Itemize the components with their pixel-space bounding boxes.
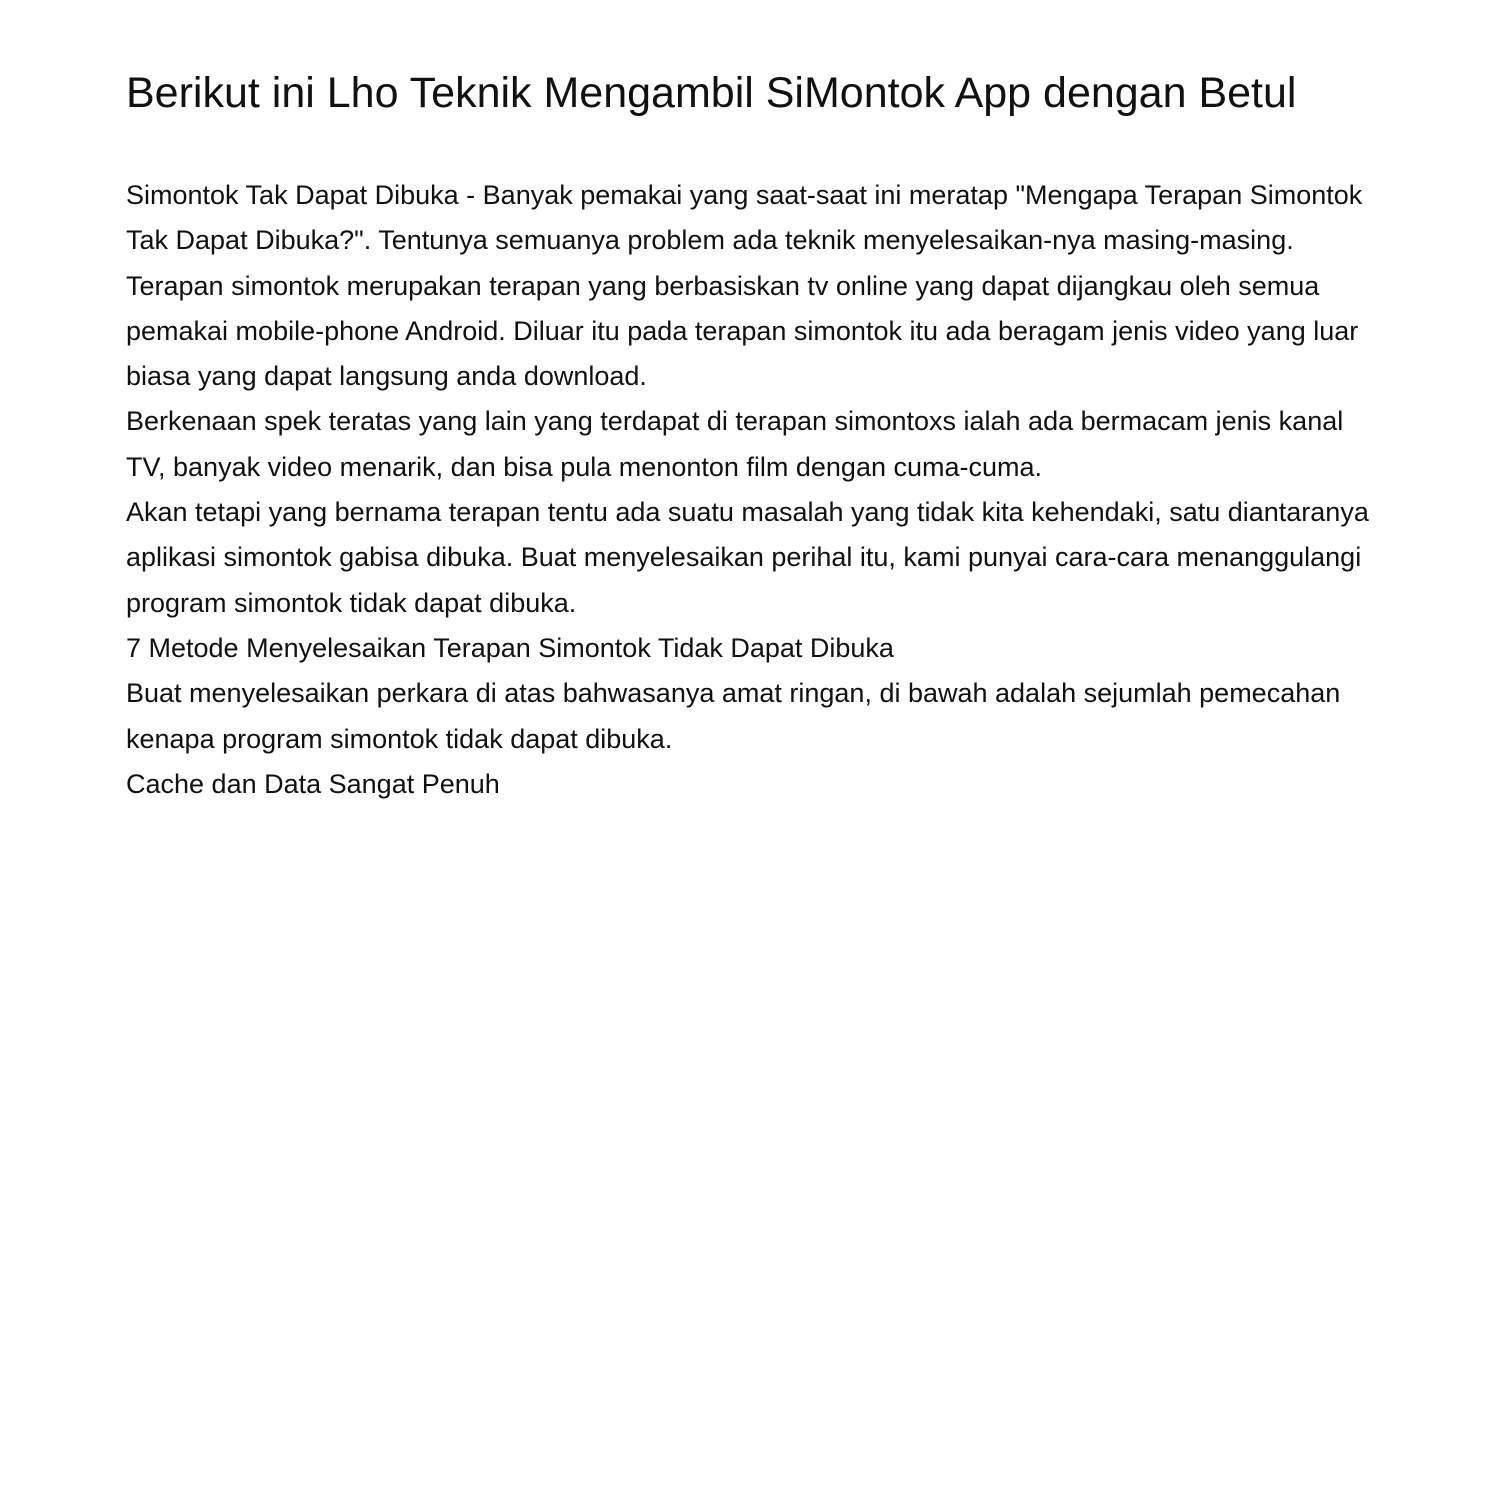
- paragraph-about-app: Terapan simontok merupakan terapan yang berbasiskan tv online yang dapat dijangkau oleh semua pemakai mobile-phone Android. Diluar itu pada terapan simontok itu ada beragam jenis video yang luar biasa yang dapat langsung anda download.: [126, 270, 1359, 392]
- document-page: [126, 66, 1376, 807]
- document-body: [126, 173, 1376, 807]
- paragraph-features: Berkenaan spek teratas yang lain yang terdapat di terapan simontoxs ialah ada bermacam jenis kanal TV, banyak video menarik, dan bisa pula menonton film dengan cuma-cuma.: [126, 406, 1344, 482]
- paragraph-intro: Simontok Tak Dapat Dibuka - Banyak pemakai yang saat-saat ini meratap "Mengapa Terapan Simontok Tak Dapat Dibuka?". Tentunya semuanya problem ada teknik menyelesaikan-nya masing-masing.: [126, 180, 1363, 256]
- paragraph-solutions-intro: Buat menyelesaikan perkara di atas bahwasanya amat ringan, di bawah adalah sejumlah pemecahan kenapa program simontok tidak dapat dibuka.: [126, 678, 1341, 754]
- page-title: Berikut ini Lho Teknik Mengambil SiMontok App dengan Betul: [126, 69, 1297, 117]
- subheading-cache: Cache dan Data Sangat Penuh: [126, 768, 500, 799]
- section-heading-methods: 7 Metode Menyelesaikan Terapan Simontok Tidak Dapat Dibuka: [126, 632, 894, 663]
- paragraph-problem: Akan tetapi yang bernama terapan tentu ada suatu masalah yang tidak kita kehendaki, satu diantaranya aplikasi simontok gabisa dibuka. Buat menyelesaikan perihal itu, kami punyai cara-cara menanggulangi program simontok tidak dapat dibuka.: [126, 497, 1369, 618]
